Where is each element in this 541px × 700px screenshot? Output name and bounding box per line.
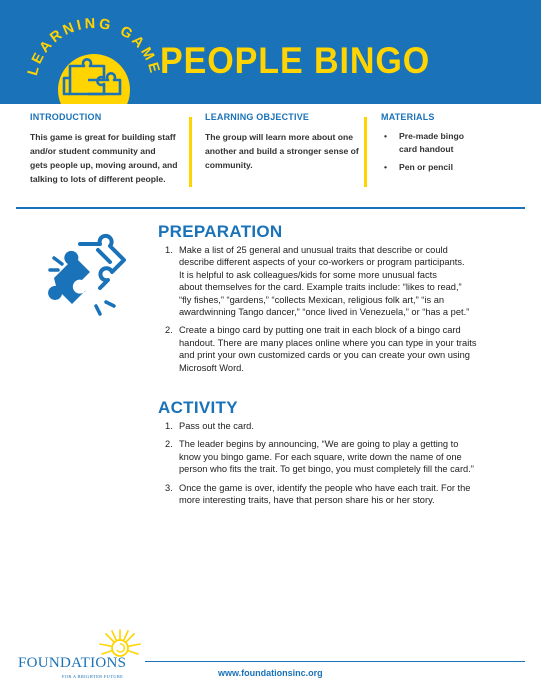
materials-list <box>381 130 521 174</box>
bullet-icon: • <box>384 162 388 172</box>
foundations-logo-text: FOUNDATIONS <box>18 655 127 671</box>
preparation-steps <box>152 244 512 380</box>
footer-divider <box>145 661 525 662</box>
activity-steps <box>152 420 512 512</box>
badge-text: LEARNING GAME <box>24 15 164 78</box>
list-item: 2. The leader begins by announcing, “We are going to play a getting to know you bingo game. For each square, write down the name of one person who fits the trait. To get bingo, you must completely fill the card.” <box>165 439 474 475</box>
preparation-heading: PREPARATION <box>158 222 283 241</box>
materials-section <box>381 112 521 179</box>
learning-objective-section <box>205 112 365 172</box>
introduction-section <box>30 112 190 186</box>
column-divider <box>189 117 192 187</box>
foundations-logo-tagline: FOR A BRIGHTER FUTURE <box>62 674 124 679</box>
footer-url-link[interactable]: www.foundationsinc.org <box>218 668 323 678</box>
page-title: PEOPLE BINGO <box>160 40 431 81</box>
list-item: 1. Pass out the card. <box>165 421 254 431</box>
header-banner <box>0 0 541 104</box>
puzzle-piece-icon <box>40 226 136 322</box>
column-divider <box>364 117 367 187</box>
list-item: 1. Make a list of 25 general and unusual traits that describe or could describe different aspects of your co-workers or program participants. It is helpful to ask colleagues/kids for some more unusual facts about themselves for the card. Example traits include: “likes to read,” “fly fishes,” “gardens,” “collects Mexican, religious folk art,” “is an awardwinning Tango dancer,” “once lived in Venezuela,” or “has a pet.” <box>165 245 470 318</box>
learning-game-badge <box>14 8 164 104</box>
bullet-icon: • <box>384 131 388 141</box>
list-item: • Pen or pencil <box>384 162 453 172</box>
materials-heading: MATERIALS <box>381 112 435 122</box>
objective-heading: LEARNING OBJECTIVE <box>205 112 310 122</box>
introduction-heading: INTRODUCTION <box>30 112 102 122</box>
objective-text: The group will learn more about one another and build a stronger sense of community. <box>205 132 359 170</box>
list-item: 2. Create a bingo card by putting one trait in each block of a bingo card handout. There are many places online where you can type in your traits and print your own customized cards or you can create your own using Microsoft Word. <box>165 325 477 373</box>
section-divider <box>16 207 525 209</box>
list-item: • Pre-made bingo card handout <box>384 131 464 154</box>
list-item: 3. Once the game is over, identify the people who have each trait. For the more interesting traits, have that person share his or her story. <box>165 482 471 506</box>
activity-heading: ACTIVITY <box>158 398 238 417</box>
introduction-text: This game is great for building staff and/or student community and gets people up, moving around, and talking to lots of different people. <box>30 132 178 184</box>
